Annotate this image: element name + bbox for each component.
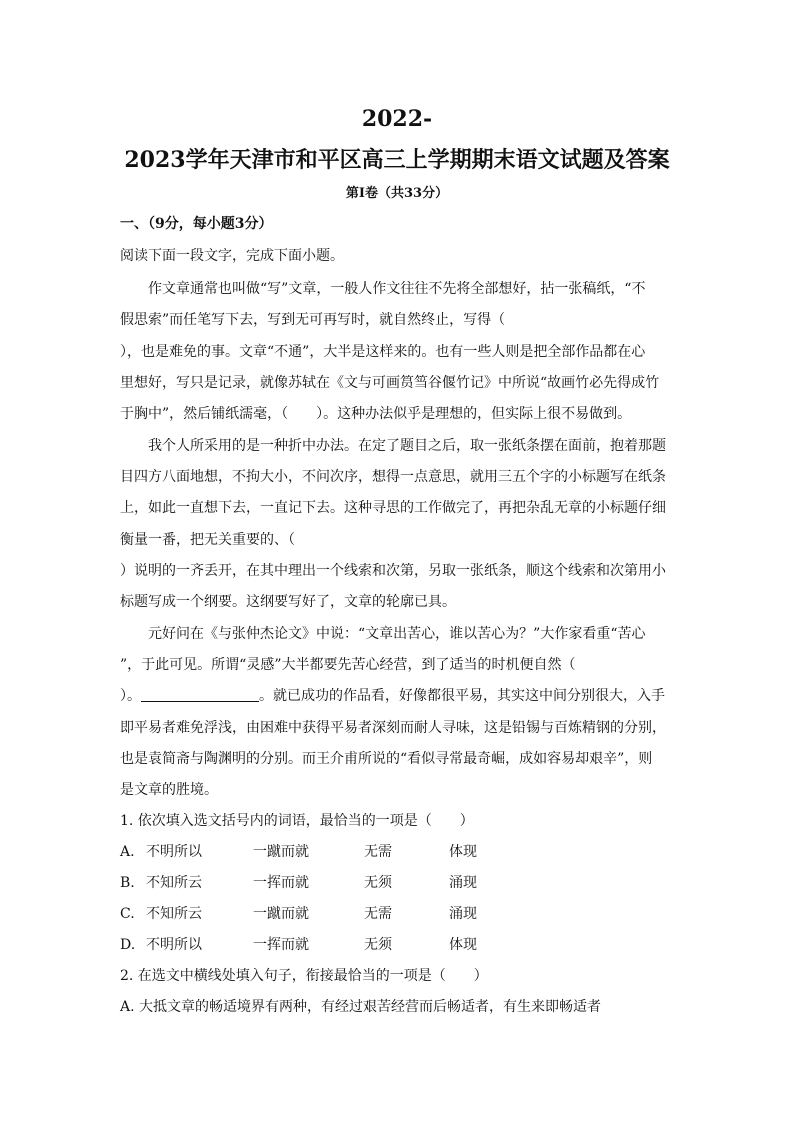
paragraph-line: 标题写成一个纲要。这纲要写好了，文章的轮廓已具。 (120, 594, 456, 610)
option-word: 涌现 (449, 875, 477, 891)
section-heading: 一、（9分，每小题3分） (120, 216, 273, 232)
option-word: 一蹴而就 (253, 906, 309, 922)
question-1-option-d (120, 935, 680, 955)
paragraph-line: 假思索”而任笔写下去，写到无可再写时，就自然终止，写得（ (120, 312, 506, 328)
paragraph-line: ）说明的一齐丢开，在其中理出一个线索和次第，另取一张纸条，顺这个线索和次第用小 (120, 563, 666, 579)
option-word: 体现 (449, 937, 477, 953)
paragraph-line: 目四方八面地想，不拘大小，不问次序，想得一点意思，就用三五个字的小标题写在纸条 (120, 469, 666, 485)
question-1-stem: 1. 依次填入选文括号内的词语，最恰当的一项是（ ） (120, 813, 474, 829)
option-word: 体现 (449, 844, 477, 860)
option-word: 一挥而就 (253, 937, 309, 953)
option-word: 不明所以 (146, 844, 202, 860)
fill-in-blank-line (141, 687, 259, 702)
question-2-option-a: A. 大抵文章的畅适境界有两种，有经过艰苦经营而后畅适者，有生来即畅适者 (120, 999, 602, 1015)
option-word: 一蹴而就 (253, 844, 309, 860)
reading-instruction: 阅读下面一段文字，完成下面小题。 (120, 248, 344, 264)
paragraph-line: 元好问在《与张仲杰论文》中说：“文章出苦心，谁以苦心为？”大作家看重“苦心 (148, 626, 646, 642)
paragraph-line: 即平易者难免浮浅，由困难中获得平易者深刻而耐人寻味，这是铅锡与百炼精钢的分别， (120, 720, 666, 736)
paragraph-line: 里想好，写只是记录，就像苏轼在《文与可画筼筜谷偃竹记》中所说“故画竹必先得成竹 (120, 375, 660, 391)
paragraph-line (120, 686, 680, 706)
option-letter: B. (120, 875, 135, 891)
paragraph-line: 我个人所采用的是一种折中办法。在定了题目之后，取一张纸条摆在面前，抱着那题 (148, 438, 666, 454)
page-title-line2: 2023学年天津市和平区高三上学期期末语文试题及答案 (124, 147, 670, 173)
page-title-line1: 2022- (361, 106, 433, 132)
paragraph-line: ”，于此可见。所谓“灵感”大半都要先苦心经营，到了适当的时机便自然（ (120, 657, 576, 673)
paragraph-line: 也是袁简斋与陶渊明的分别。而王介甫所说的“看似寻常最奇崛，成如容易却艰辛”，则 (120, 751, 653, 767)
option-letter: C. (120, 906, 135, 922)
option-word: 无须 (364, 937, 392, 953)
paragraph-line: 于胸中”，然后铺纸濡毫，（ ）。这种办法似乎是理想的，但实际上很不易做到。 (120, 406, 632, 422)
option-word: 不知所云 (146, 906, 202, 922)
question-2-stem: 2. 在选文中横线处填入句子，衔接最恰当的一项是（ ） (120, 968, 488, 984)
question-1-option-b (120, 873, 680, 893)
paragraph-line: 衡量一番，把无关重要的、（ (120, 532, 295, 548)
option-letter: D. (120, 937, 136, 953)
paragraph-text: 。就已成功的作品看，好像都很平易，其实这中间分别很大，入手 (259, 688, 665, 704)
section-subtitle: 第Ⅰ卷（共33分） (345, 186, 449, 201)
paragraph-line: 是文章的胜境。 (120, 782, 218, 798)
question-1-option-a (120, 842, 680, 862)
option-word: 一挥而就 (253, 875, 309, 891)
paragraph-line: 上，如此一直想下去，一直记下去。这种寻思的工作做完了，再把杂乱无章的小标题仔细 (120, 500, 666, 516)
option-letter: A. (120, 844, 135, 860)
paragraph-line: 作文章通常也叫做“写”文章，一般人作文往往不先将全部想好，拈一张稿纸，“不 (148, 281, 646, 297)
paragraph-text: ）。 (120, 688, 141, 704)
question-1-option-c (120, 904, 680, 924)
option-word: 无需 (364, 906, 392, 922)
option-word: 无须 (364, 875, 392, 891)
option-word: 涌现 (449, 906, 477, 922)
paragraph-line: ），也是难免的事。文章“不通”，大半是这样来的。也有一些人则是把全部作品都在心 (120, 344, 646, 360)
option-word: 无需 (364, 844, 392, 860)
option-word: 不知所云 (146, 875, 202, 891)
option-word: 不明所以 (146, 937, 202, 953)
